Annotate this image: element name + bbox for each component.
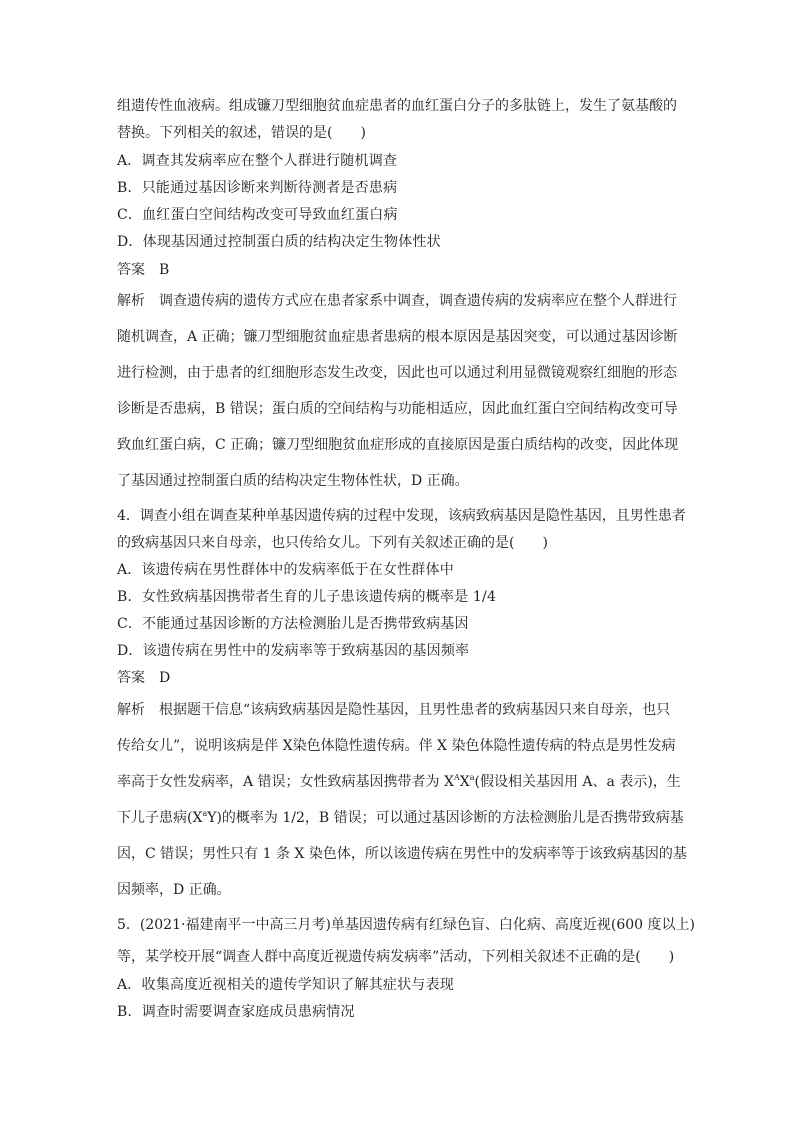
q3-explain-line-3: 进行检测，由于患者的红细胞形态发生改变，因此也可以通过利用显微镜观察红细胞的形态	[117, 365, 677, 381]
q5-option-b: B．调查时需要调查家庭成员患病情况	[117, 1004, 355, 1020]
q3-option-a: A．调查其发病率应在整个人群进行随机调查	[117, 153, 398, 169]
q5-option-a: A．收集高度近视相关的遗传学知识了解其症状与表现	[117, 977, 454, 993]
q4-answer	[117, 667, 170, 687]
q4-option-b: B．女性致病基因携带者生育的儿子患该遗传病的概率是 1/4	[117, 589, 497, 605]
q4-explain-line-4: 下儿子患病$(X^aY)$的概率为 1/2，B 错误；可以通过基因诊断的方法检测胎儿是否携带致病基	[117, 809, 684, 826]
q3-explain-line-6: 了基因通过控制蛋白质的结构决定生物体性状，D 正确。	[117, 473, 469, 489]
q3-option-c: C．血红蛋白空间结构改变可导致血红蛋白病	[117, 207, 398, 223]
q3-explain-line-2: 随机调查，A 正确；镰刀型细胞贫血症患者患病的根本原因是基因突变，可以通过基因诊断	[117, 329, 678, 345]
q4-stem-line-2: 的致病基因只来自母亲，也只传给女儿。下列有关叙述正确的是( )	[117, 535, 548, 551]
q4-explain-line-1: 解析 根据题干信息“该病致病基因是隐性基因，且男性患者的致病基因只来自母亲，也只	[117, 702, 671, 718]
q3-answer-label: 答案	[117, 262, 145, 278]
q5-stem-line-1: 5．(2021·福建南平一中高三月考)单基因遗传病有红绿色盲、白化病、高度近视(600 度以上)	[117, 917, 696, 933]
q4-explain-line-6: 因频率，D 正确。	[117, 882, 231, 898]
q3-explain-line-5: 致血红蛋白病，C 正确；镰刀型细胞贫血症形成的直接原因是蛋白质结构的改变，因此体现	[117, 437, 679, 453]
q4-option-a: A．该遗传病在男性群体中的发病率低于在女性群体中	[117, 562, 454, 578]
q3-explain-line-4: 诊断是否患病，B 错误；蛋白质的空间结构与功能相适应，因此血红蛋白空间结构改变可导	[117, 401, 678, 417]
q3-stem-line-1: 组遗传性血液病。组成镰刀型细胞贫血症患者的血红蛋白分子的多肽链上，发生了氨基酸的	[117, 98, 677, 114]
q3-option-b: B．只能通过基因诊断来判断待测者是否患病	[117, 180, 398, 196]
q4-explain-line-2: 传给女儿”，说明该病是伴 X染色体隐性遗传病。伴 X 染色体隐性遗传病的特点是男性发病	[117, 738, 676, 754]
q5-stem-line-2: 等，某学校开展“调查人群中高度近视遗传病发病率”活动，下列相关叙述不正确的是( )	[117, 949, 675, 965]
q4-explain-line-5: 因，C 错误；男性只有 1 条 X 染色体，所以该遗传病在男性中的发病率等于该致病基因的基	[117, 846, 687, 862]
q3-answer-value: B	[159, 262, 170, 278]
q4-stem-line-1: 4．调查小组在调查某种单基因遗传病的过程中发现，该病致病基因是隐性基因，且男性患者	[117, 508, 686, 524]
q4-explain-label: 解析	[117, 702, 145, 718]
q4-explain-line-3: 率高于女性发病率，A 错误；女性致病基因携带者为 $X^AX^a$(假设相关基因用 A、a 表示)，生	[117, 773, 681, 790]
q3-explain-label: 解析	[117, 293, 145, 309]
q3-option-d: D．体现基因通过控制蛋白质的结构决定生物体性状	[117, 234, 441, 250]
q4-option-c: C．不能通过基因诊断的方法检测胎儿是否携带致病基因	[117, 616, 469, 632]
q4-option-d: D．该遗传病在男性中的发病率等于致病基因的基因频率	[117, 643, 470, 659]
q4-answer-label: 答案	[117, 670, 145, 686]
q4-answer-value: D	[159, 670, 171, 686]
q3-answer	[117, 259, 169, 279]
q3-stem-line-2: 替换。下列相关的叙述，错误的是( )	[117, 125, 366, 141]
q3-explain-line-1: 解析 调查遗传病的遗传方式应在患者家系中调查，调查遗传病的发病率应在整个人群进行	[117, 293, 677, 309]
